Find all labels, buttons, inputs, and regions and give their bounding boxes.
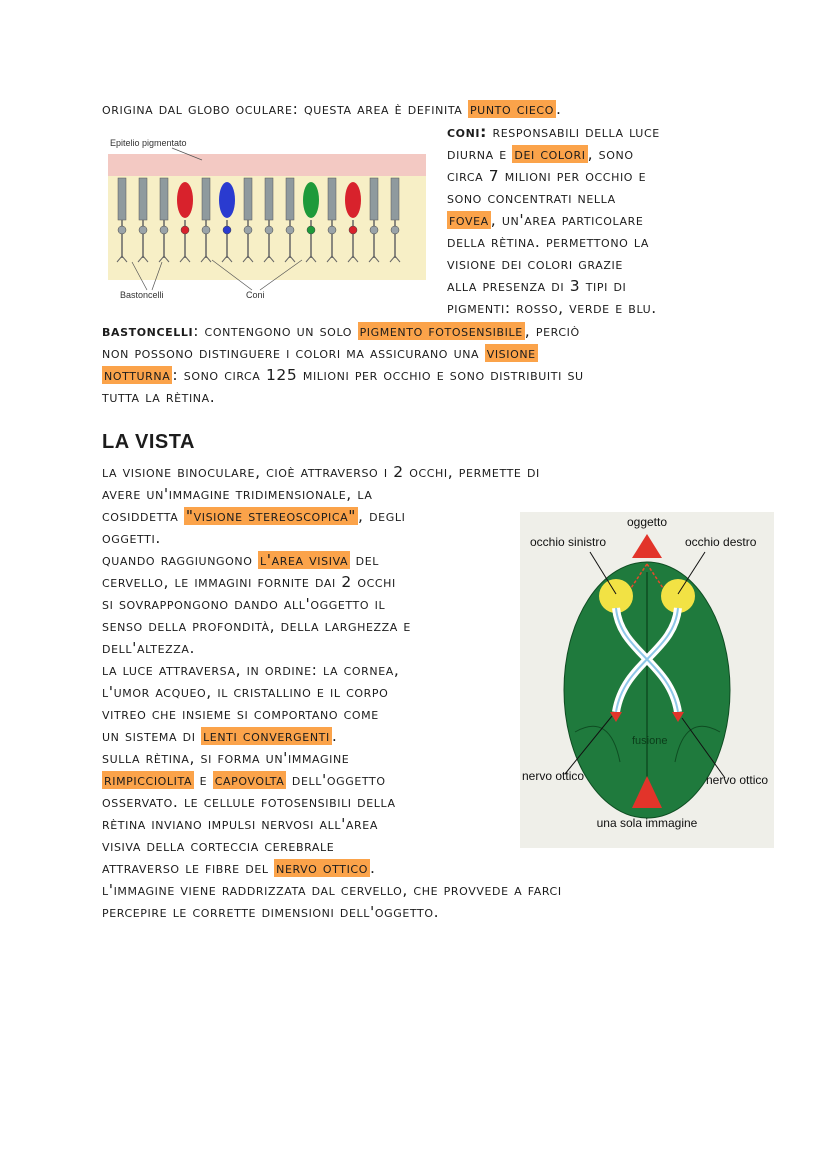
vista-line-2: avere un'immagine tridimensionale, la	[102, 485, 373, 503]
label-fusione: fusione	[632, 735, 668, 747]
retina-figure	[102, 130, 432, 310]
label-occhio-destro: occhio destro	[685, 535, 757, 549]
bastoncelli-line-1: bastoncelli: contengono un solo pigmento fotosensibile , perciò	[102, 322, 580, 340]
vista-line-7: si sovrappongono dando all'oggetto il	[102, 595, 386, 613]
vista-line-8: senso della profondità, della larghezza e	[102, 617, 411, 635]
vista-line-6: cervello, le immagini fornite dai 2 occhi	[102, 573, 396, 591]
coni-line-9: pigmenti: rosso, verde e blu.	[447, 299, 657, 317]
label-epitelio: Epitelio pigmentato	[110, 138, 187, 148]
vista-line-5: quando raggiungono l'area visiva del	[102, 551, 380, 569]
vista-line-11: l'umor acqueo, il cristallino e il corpo	[102, 683, 389, 701]
vista-line-18: visiva della corteccia cerebrale	[102, 837, 335, 855]
label-una-sola-immagine: una sola immagine	[596, 816, 698, 830]
vista-line-12: vitreo che insieme si comportano come	[102, 705, 379, 723]
bastoncelli-line-3: notturna : sono circa 125 milioni per occhio e sono distribuiti su	[104, 366, 584, 384]
intro-line: origina dal globo oculare: questa area è definita punto cieco .	[102, 100, 562, 118]
object-triangle	[632, 534, 662, 558]
label-nervo-ottico-left: nervo ottico	[522, 769, 585, 783]
right-eye	[661, 579, 695, 613]
coni-line-7: visione dei colori grazie	[447, 255, 623, 273]
vista-line-10: la luce attraversa, in ordine: la cornea,	[102, 661, 400, 679]
vista-line-13: un sistema di lenti convergenti .	[102, 727, 338, 745]
vista-line-14: sulla rètina, si forma un'immagine	[102, 749, 350, 767]
coni-line-4: sono concentrati nella	[447, 189, 616, 207]
coni-line-2: diurna e dei colori , sono	[447, 145, 634, 163]
left-eye	[599, 579, 633, 613]
pigment-epithelium-layer	[108, 154, 426, 176]
label-nervo-ottico-right: nervo ottico	[706, 773, 769, 787]
coni-line-3: circa 7 milioni per occhio e	[447, 167, 647, 185]
coni-line-5: fovea , un'area particolare	[449, 211, 644, 229]
vista-line-19: attraverso le fibre del nervo ottico .	[102, 859, 376, 877]
section-heading: LA VISTA	[102, 431, 195, 453]
label-coni: Coni	[246, 290, 265, 300]
bastoncelli-line-4: tutta la rètina.	[102, 388, 216, 406]
vista-line-1: la visione binoculare, cioè attraverso i 2 occhi, permette di	[102, 463, 540, 481]
vista-line-21: percepire le corrette dimensioni dell'oggetto.	[102, 903, 440, 921]
vista-line-9: dell'altezza.	[102, 639, 196, 657]
coni-line-1: coni: responsabili della luce	[447, 123, 660, 141]
label-bastoncelli: Bastoncelli	[120, 290, 164, 300]
binocular-vision-figure	[520, 512, 774, 848]
highlight-punto-cieco: punto cieco	[469, 100, 554, 118]
vista-line-4: oggetti.	[102, 529, 161, 547]
vista-line-3: cosiddetta "visione stereoscopica" , degli	[102, 507, 406, 525]
vista-line-20: l'immagine viene raddrizzata dal cervello, che provvede a farci	[102, 881, 562, 899]
vista-line-17: rètina inviano impulsi nervosi all'area	[102, 815, 378, 833]
label-oggetto: oggetto	[626, 515, 668, 529]
coni-line-6: della rètina. permettono la	[447, 233, 650, 251]
vista-line-16: osservato. le cellule fotosensibili della	[102, 793, 396, 811]
label-occhio-sinistro: occhio sinistro	[530, 535, 607, 549]
coni-line-8: alla presenza di 3 tipi di	[447, 277, 627, 295]
bastoncelli-line-2: non possono distinguere i colori ma assicurano una visione	[102, 344, 536, 362]
vista-line-15: rimpicciolita e capovolta dell'oggetto	[104, 771, 386, 789]
